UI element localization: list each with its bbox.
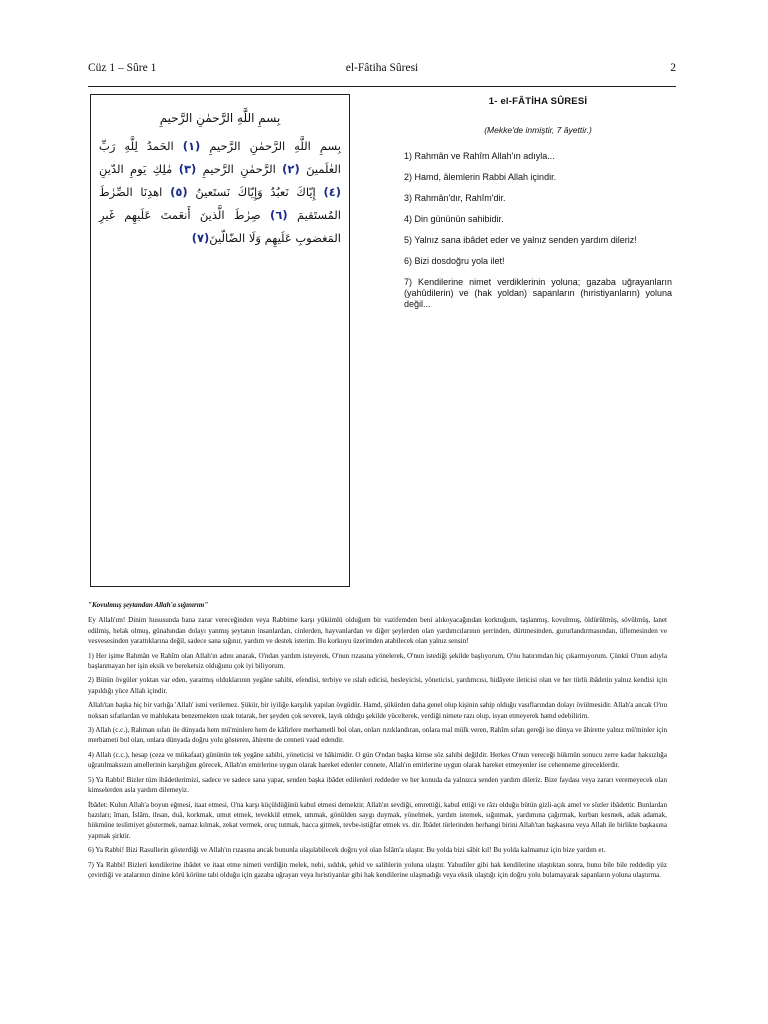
commentary-paragraph: 3) Allah (c.c.), Rahman sıfatı ile dünyada hem mü'minlere hem de kâfirlere merhametli bol olan, onları rızıklandıran, onlara mal mülk veren, Rahîm sıfatı gereği ise dünya ve âhirette yalnız mü'minler için merhameti bol olan, onlara dünyada doğru yolu gösteren, âhirette de cenneti vaad edendir.	[88, 726, 667, 745]
commentary-paragraph: 7) Ya Rabbi! Bizleri kendilerine ibâdet ve itaat etme nimeti verdiğin melek, nebi, sıddık, şehid ve salihlerin yoluna ulaştır. Yahudiler gibi hak kendilerine ulaştıktan sonra, bunu bile bile reddedip yüz çevirdiği ve atalarının dinine körü körüne tabi olduğu için gazaba uğrayan veya hıristiyanlar gibi hak kendilerine ulaşmadığı veya eksik ulaştığı için doğru yolu bulamayarak sapanların yoluna ulaştırma.	[88, 860, 667, 879]
commentary-paragraph: 5) Ya Rabbi! Bizler tüm ibâdetlerimizi, sadece ve sadece sana yapar, senden başka ibâdet edilenleri reddeder ve her konuda da yalnızca senden yardım dileriz. Bize faydası veya zararı veremeyecek olan kimselerden asla yardım dilemeyiz.	[88, 775, 667, 795]
translation-verse: 7) Kendilerine nimet verdiklerinin yoluna; gazaba uğrayanların (yahûdilerin) ve (hak yoldan) sapanların (hıristiyanların) yoluna değil...	[404, 277, 672, 309]
arabic-verse: الحَمدُ لِلَّهِ رَبِّ العٰلَمينَ	[99, 139, 341, 176]
ayah-number: (٧)	[191, 231, 210, 245]
translation-verse: 4) Din gününün sahibidir.	[404, 214, 504, 224]
translation-verse: 6) Bizi dosdoğru yola ilet!	[404, 256, 505, 266]
translation-verse: 1) Rahmân ve Rahîm Allah'ın adıyla...	[404, 151, 555, 161]
translation-column	[404, 96, 672, 320]
header-surah-title: el-Fâtiha Sûresi	[345, 62, 419, 74]
ayah-number: (٥)	[170, 185, 188, 199]
commentary-paragraph: 4) Allah (c.c.), hesap (ceza ve mükafaat) gününün tek yegâne sahibi, yöneticisi ve hâkimidir. O gün O'ndan başka kimse söz sahibi değildir. Herkes O'nun vereceği hükmün sonucu zerre kadar haksızlığa uğratılmaksızın amellerinin karşılığını görecek, Allah'ın emirlerine uygun olarak hareket edenler cennete, Allah'ın emirlerine uygun olarak hareket etmeyenler ise cehenneme gireceklerdir.	[88, 750, 667, 770]
page-header	[88, 60, 676, 80]
arabic-verse: اهدِنَا الصِّرٰطَ المُستَقيمَ	[99, 185, 341, 222]
header-juz-surah: Cüz 1 – Sûre 1	[88, 62, 157, 74]
ayah-number: (٤)	[323, 185, 342, 199]
arabic-verse: صِرٰطَ الَّذينَ أَنعَمتَ عَلَيهِم غَيرِ المَغضوبِ عَلَيهِم وَلَا الضّالّينَ	[99, 208, 341, 245]
arabic-verse: إِيّاكَ نَعبُدُ وَإِيّاكَ نَستَعينُ	[187, 185, 316, 199]
commentary-section	[88, 600, 667, 884]
arabic-verse: بِسمِ اللَّهِ الرَّحمٰنِ الرَّحيمِ	[200, 139, 341, 153]
surah-subtitle: (Mekke'de inmiştir, 7 âyettir.)	[484, 125, 592, 135]
translation-verse: 3) Rahmân'dır, Rahîm'dir.	[404, 193, 506, 203]
commentary-paragraph: Allah'tan başka hiç bir varlığa 'Allah' ismi verilemez. Şükür, bir iyiliğe karşılık yapılan övgüdür. Hamd, şükürden daha genel olup kişinin sahip olduğu vasıflarından dolayı övülmesidir. Allah'a ancak O'nu noksan sıfatlardan ve mahlukata benzemekten uzak tutarak, her şeyden çok severek, layık olduğu şekilde yücelterek, verdiği nimete razı olup, isyan etmeyerek hamd edebilirim.	[88, 701, 667, 720]
commentary-paragraph: İbâdet: Kulun Allah'a boyun eğmesi, itaat etmesi, O'na karşı küçüldüğünü kabul etmesi demektir. Allah'ın sevdiği, emrettiği, kabul ettiği ve râzı olduğu bütün gizli-açık amel ve sözler ibâdettir. Bunlardan bazıları; îman, İslâm, ihsan, duâ, korkmak, umut etmek, tevekkül etmek, ummak, gönülden saygı duymak, yönelmek, yardım istemek, sığınmak, yardımına çağırmak, kurban kesmek, adak adamak, hükmüne teslimiyet göstermek, namaz kılmak, zekat vermek, oruç tutmak, hacca gitmek, tevbe-istiğfar etmek vs. dir. İbâdet türlerinden herhangi birini Allah'tan başkasına veya Allah ile birlikte başkasına yapmak şirktir.	[88, 800, 667, 840]
surah-title: 1- el-FÂTİHA SÛRESİ	[488, 96, 588, 107]
translation-verse: 2) Hamd, âlemlerin Rabbi Allah içindir.	[404, 172, 557, 182]
header-page-number: 2	[670, 62, 676, 74]
arabic-verse: الرَّحمٰنِ الرَّحيمِ	[196, 162, 276, 176]
translation-verse: 5) Yalnız sana ibâdet eder ve yalnız senden yardım dileriz!	[404, 235, 637, 245]
header-divider	[88, 86, 676, 87]
commentary-paragraph: Ey Allah'ım! Dinim hususunda bana zarar vereceğinden veya Rabbime karşı yükümlü olduğum bir vazifemden beni alıkoyacağından korktuğum, taşlanmış, kovulmuş, öldürülmüş, sövülmüş, lanet edilmiş, helak olmuş, günahından dolayı yanmış şeytanın insanlardan, cinlerden, hayvanlardan ve diğer şeylerden olan yardımcılarının şerrinden, dürtmesinden, gururlandırmasından, üflemesinden ve vesvesesinden yarattıklarına değil, sadece sana sığınır, yardım ve destek isterim. Bu korkuyu üzerimden atabilecek olan yalnız sensin!	[88, 616, 667, 646]
isti-aze-quote: "Kovulmuş şeytandan Allah'a sığınırım"	[88, 601, 209, 609]
arabic-verses	[99, 135, 341, 250]
arabic-basmala: بِسمِ اللَّهِ الرَّحمٰنِ الرَّحيمِ	[159, 111, 281, 125]
commentary-paragraph: 6) Ya Rabbi! Bizi Rasullerin gösterdiği ve Allah'ın rızasına ancak bununla ulaşılabilecek doğru yol olan İslâm'a ulaştır. Bu yolda bizi sâbit kıl! Bu yolda kalmamız için bize yardım et.	[88, 846, 606, 855]
ayah-number: (٦)	[270, 208, 288, 222]
arabic-text-box	[90, 94, 350, 587]
commentary-paragraph: 2) Bütün övgüler yoktan var eden, yaratmış olduklarının yegâne sahibi, efendisi, terbiye ve ıslah edicisi, besleyicisi, yöneticisi, yardımcısı, hidâyete ileticisi olan ve her türlü ibâdetin yalnız kendisi için yapıldığı yüce Allah içindir.	[88, 676, 667, 695]
ayah-number: (٢)	[282, 162, 300, 176]
arabic-verse: مٰلِكِ يَومِ الدّينِ	[99, 162, 173, 176]
ayah-number: (١)	[182, 139, 201, 153]
ayah-number: (٣)	[178, 162, 197, 176]
commentary-paragraph: 1) Her işime Rahmân ve Rahîm olan Allah'ın adını anarak, O'ndan yardım isteyerek, O'nun rızasına yönelerek, O'nun istediği şekilde başlıyorum, O'nu hatırımdan hiç çıkarmıyorum. Çünkü O'nun adıyla başlanmayan her işin eksik ve bereketsiz olduğunu çok iyi biliyorum.	[88, 651, 667, 671]
